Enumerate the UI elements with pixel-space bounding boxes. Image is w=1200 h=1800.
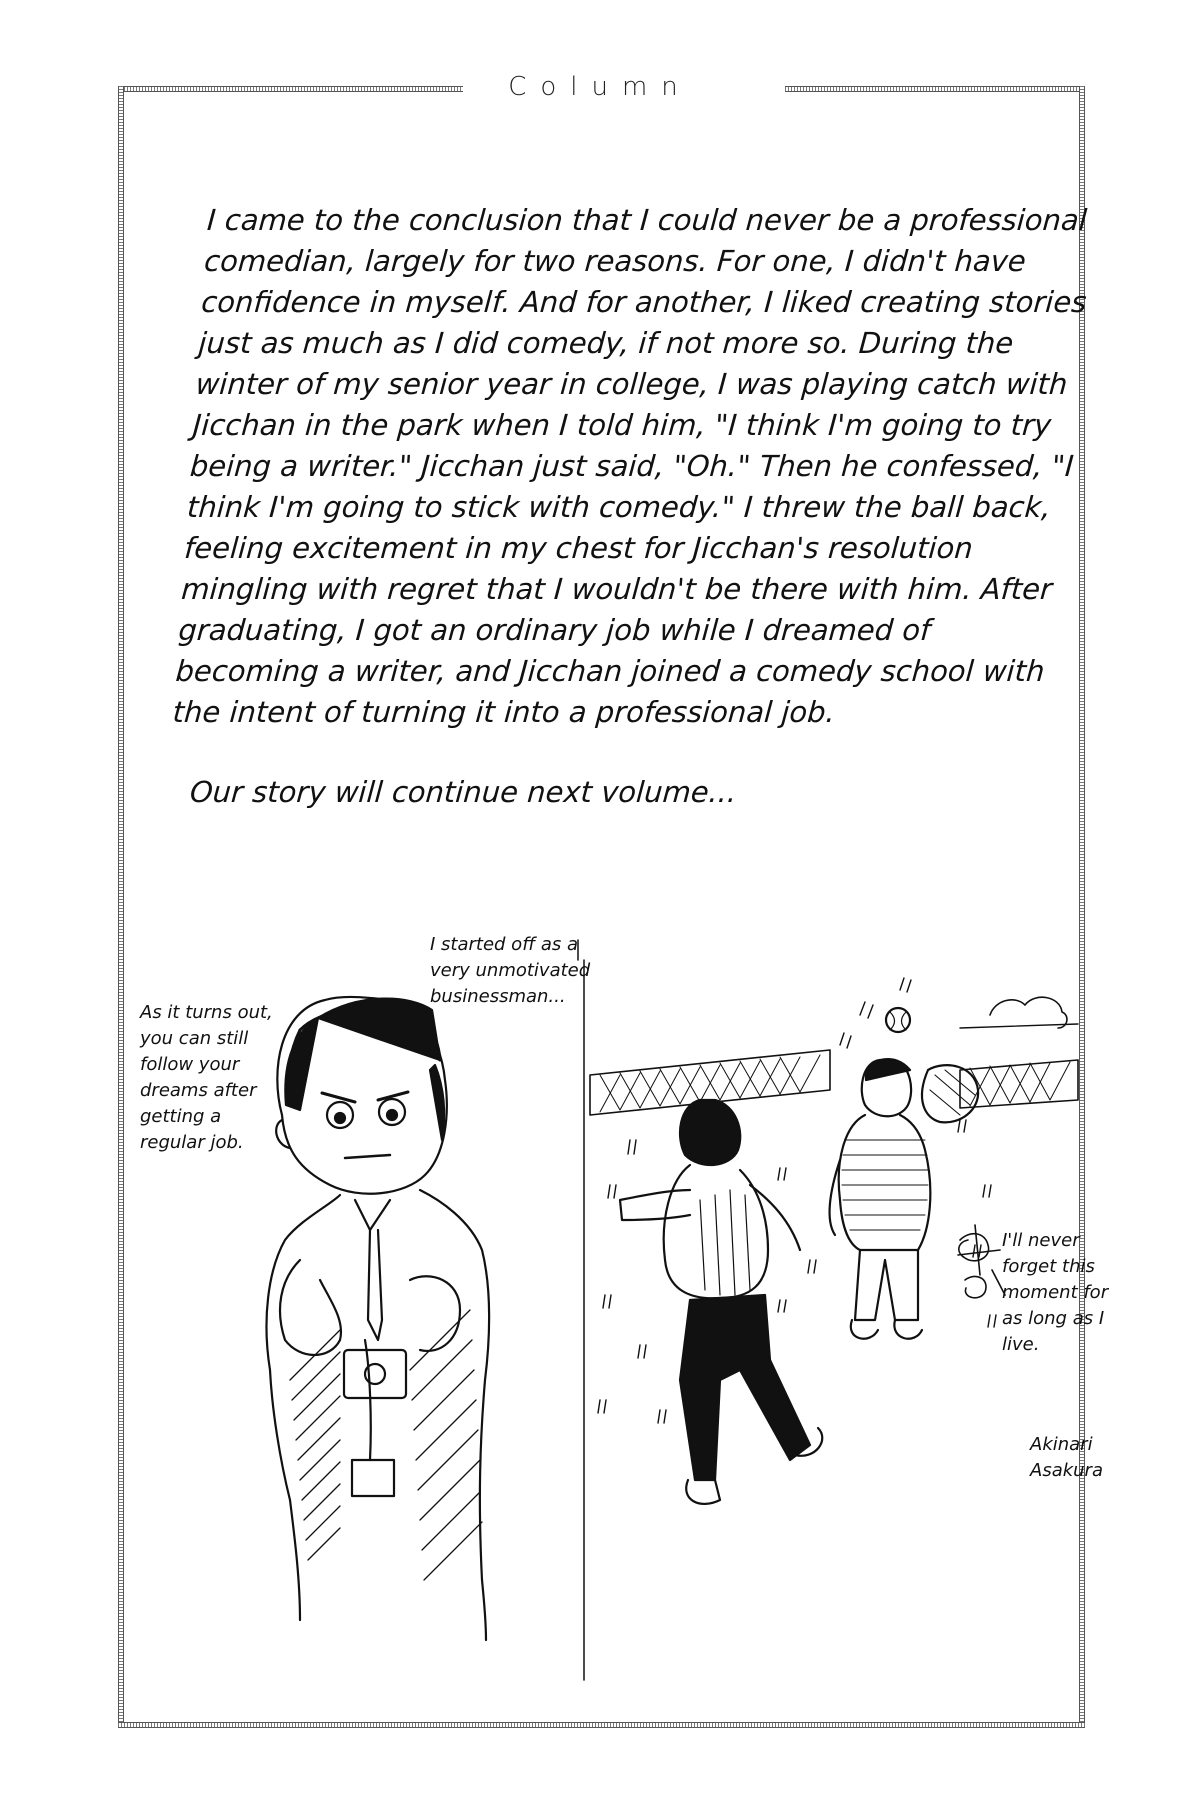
column-title: Column xyxy=(508,72,692,102)
note-right: I'll never forget this moment for as long as I live. xyxy=(1002,1230,1109,1355)
thrower-figure xyxy=(620,1100,822,1504)
catcher-figure xyxy=(830,1059,979,1339)
essay-paragraph: I came to the conclusion that I could never be a professional comedian, largely for two reasons. For one, I didn't have confidence in myself. And for another, I liked creating stories just as much as I did comedy, if not more so. During the winter of my senior year in college, I was playing catch with Jicchan in the park when I told him, "I think I'm going to try being a writer." Jicchan just said, "Oh." Then he confessed, "I think I'm going to stick with comedy." I threw the ball back, feeling excitement in my chest for Jicchan's resolution mingling with regret that I wouldn't be there with him. After graduating, I got an ordinary job while I dreamed of becoming a writer, and Jicchan joined a comedy school with the intent of turning it into a professional job. xyxy=(171,203,1089,729)
essay-closing: Our story will continue next volume... xyxy=(188,775,738,809)
note-top: I started off as a very unmotivated businessman... xyxy=(430,934,591,1007)
note-left: As it turns out, you can still follow your dreams after getting a regular job. xyxy=(140,1002,273,1153)
signature-stamp xyxy=(958,1225,1005,1298)
park-fence xyxy=(590,997,1078,1115)
signature-name: Akinari Asakura xyxy=(1030,1434,1103,1481)
frame-bottom xyxy=(118,1722,1085,1728)
businessman-figure xyxy=(266,997,489,1640)
